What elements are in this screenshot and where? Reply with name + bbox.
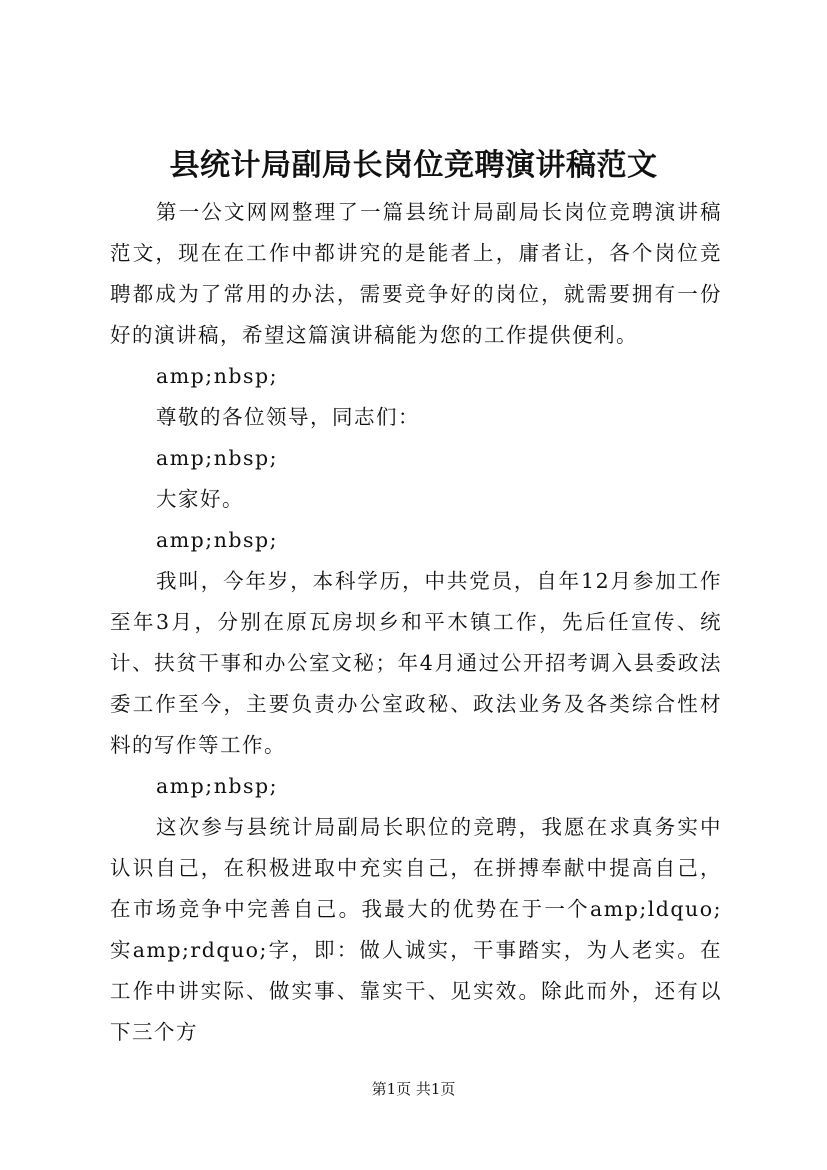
paragraph: 我叫，今年岁，本科学历，中共党员，自年12月参加工作至年3月，分别在原瓦房坝乡和平木镇工作，先后任宣传、统计、扶贫干事和办公室文秘；年4月通过公开招考调入县委政法委工作至今，主要负责办公室政秘、政法业务及各类综合性材料的写作等工作。 (110, 569, 722, 757)
paragraph: 尊敬的各位领导，同志们： (156, 405, 420, 429)
paragraph: amp;nbsp; (156, 774, 279, 798)
page-footer: 第1页 共1页 (371, 1080, 456, 1098)
paragraph: amp;nbsp; (156, 446, 279, 470)
paragraph: amp;nbsp; (156, 528, 279, 552)
paragraph: 第一公文网网整理了一篇县统计局副局长岗位竞聘演讲稿范文，现在在工作中都讲究的是能者上，庸者让，各个岗位竞聘都成为了常用的办法，需要竞争好的岗位，就需要拥有一份好的演讲稿，希望这篇演讲稿能为您的工作提供便利。 (110, 200, 722, 347)
document-body (110, 192, 722, 1053)
paragraph: 这次参与县统计局副局长职位的竞聘，我愿在求真务实中认识自己，在积极进取中充实自己，在拼搏奉献中提高自己，在市场竞争中完善自己。我最大的优势在于一个amp;ldquo;实amp;rdquo;字，即：做人诚实，干事踏实，为人老实。在工作中讲实际、做实事、靠实干、见实效。除此而外，还有以下三个方 (110, 815, 722, 1044)
paragraph: 大家好。 (156, 487, 244, 511)
paragraph: amp;nbsp; (156, 364, 279, 388)
document-title: 县统计局副局长岗位竞聘演讲稿范文 (169, 148, 658, 183)
